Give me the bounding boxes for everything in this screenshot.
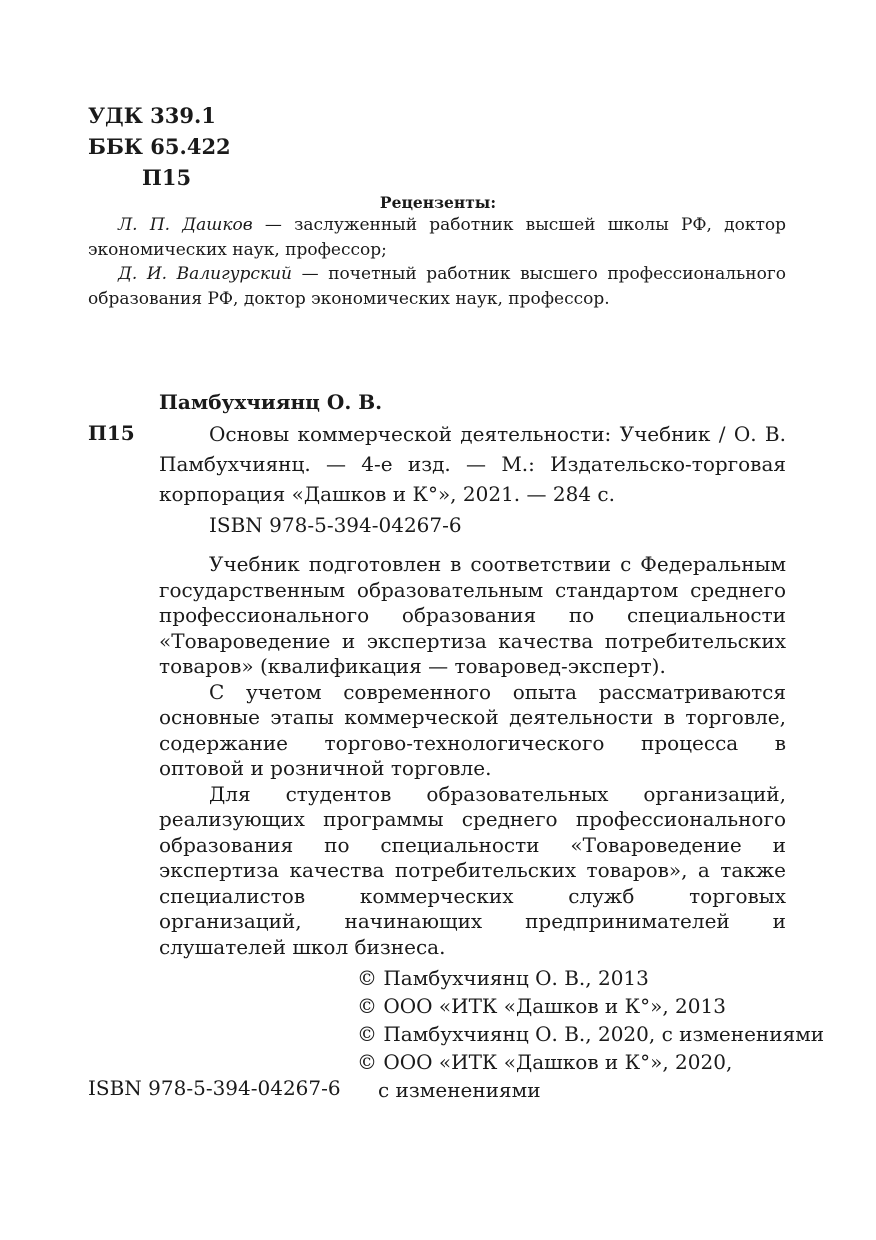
description-text: Основы коммерческой деятельности: Учебник / О. В. Памбухчиянц. — 4-е изд. — М.: Издательско-торговая корпорация «Дашков и К°», 2021. — 284 с. xyxy=(159,422,786,506)
reviewer-item xyxy=(88,213,786,262)
reviewer-name: Л. П. Дашков xyxy=(118,215,253,235)
copyright-line: © ООО «ИТК «Дашков и К°», 2020, xyxy=(357,1050,733,1074)
reviewer-text: — заслуженный работник высшей школы РФ, доктор экономических наук, профессор; xyxy=(88,215,786,260)
copyright-line: © Памбухчиянц О. В., 2013 xyxy=(357,966,649,990)
bottom-isbn: ISBN 978-5-394-04267-6 xyxy=(88,1076,341,1100)
reviewer-name: Д. И. Валигурский xyxy=(118,264,292,284)
annotation-paragraph: Для студентов образовательных организаций, реализующих программы среднего профессионального образования по специальности «Товароведение и экспертиза качества потребительских товаров», а также специалистов коммерческих служб торговых организаций, начинающих предпринимателей и слушателей школ бизнеса. xyxy=(159,781,786,959)
reviewer-item xyxy=(88,262,786,311)
copyright-line: с изменениями xyxy=(378,1078,541,1102)
bbk-code: ББК 65.422 xyxy=(88,134,231,159)
annotation xyxy=(159,552,786,960)
copyright-block xyxy=(357,964,824,1104)
classification-codes xyxy=(88,100,231,193)
book-code: П15 xyxy=(88,421,135,445)
copyright-line: © Памбухчиянц О. В., 2020, с изменениями xyxy=(357,1022,825,1046)
udk-code: УДК 339.1 xyxy=(88,103,216,128)
book-author: Памбухчиянц О. В. xyxy=(159,390,383,414)
reviewers-list xyxy=(88,213,786,311)
author-mark: П15 xyxy=(142,165,192,190)
book-isbn: ISBN 978-5-394-04267-6 xyxy=(209,513,462,537)
reviewer-text: — почетный работник высшего профессионального образования РФ, доктор экономических наук, профессор. xyxy=(88,264,786,309)
copyright-line: © ООО «ИТК «Дашков и К°», 2013 xyxy=(357,994,726,1018)
annotation-paragraph: Учебник подготовлен в соответствии с Федеральным государственным образовательным стандартом среднего профессионального образования по специальности «Товароведение и экспертиза качества потребительских товаров» (квалификация — товаровед-эксперт). xyxy=(159,552,786,678)
reviewers-title: Рецензенты: xyxy=(379,193,497,212)
bibliographic-description xyxy=(159,419,786,509)
annotation-paragraph: С учетом современного опыта рассматриваются основные этапы коммерческой деятельности в торговле, содержание торгово-технологического процесса в оптовой и розничной торговле. xyxy=(159,679,786,780)
